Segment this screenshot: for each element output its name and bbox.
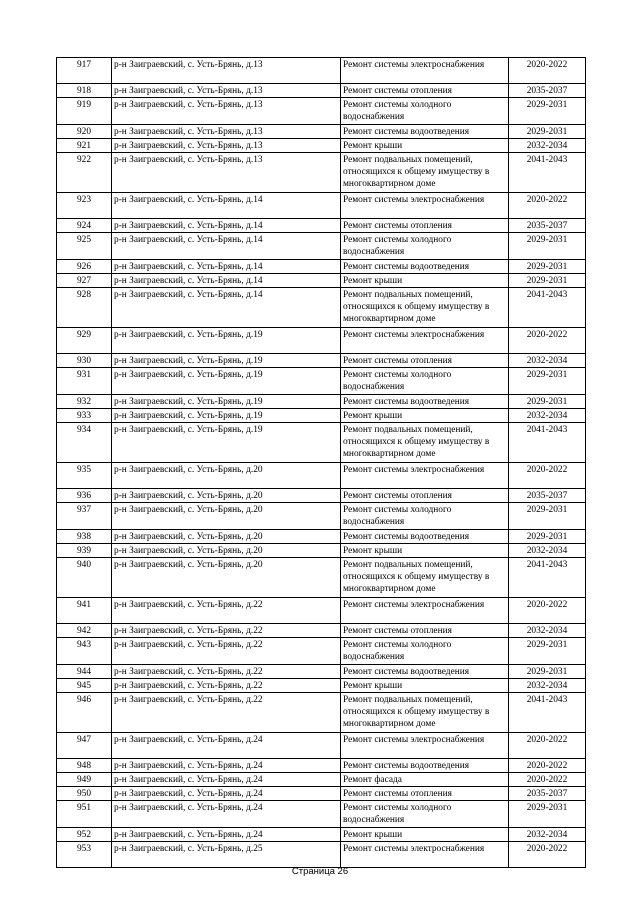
period-cell: 2032-2034 xyxy=(509,354,586,368)
table-row xyxy=(57,489,586,503)
row-number-cell: 947 xyxy=(57,733,112,759)
row-number-cell: 949 xyxy=(57,773,112,787)
row-number-cell: 939 xyxy=(57,544,112,558)
row-number-cell: 932 xyxy=(57,395,112,409)
table-row xyxy=(57,139,586,153)
work-type-cell: Ремонт системы электроснабжения xyxy=(341,193,509,219)
row-number-cell: 926 xyxy=(57,260,112,274)
period-cell: 2032-2034 xyxy=(509,679,586,693)
row-number-cell: 941 xyxy=(57,598,112,624)
table-row xyxy=(57,773,586,787)
page-number: Страница 26 xyxy=(291,866,349,877)
row-number-cell: 922 xyxy=(57,153,112,193)
work-type-cell: Ремонт подвальных помещений, относящихся к общему имуществу в многоквартирном доме xyxy=(341,153,509,193)
row-number-cell: 934 xyxy=(57,423,112,463)
row-number-cell: 946 xyxy=(57,693,112,733)
address-cell: р-н Заиграевский, с. Усть-Брянь, д.19 xyxy=(112,368,341,395)
period-cell: 2032-2034 xyxy=(509,828,586,842)
table-row xyxy=(57,328,586,354)
work-type-cell: Ремонт крыши xyxy=(341,544,509,558)
table-row xyxy=(57,544,586,558)
table-row xyxy=(57,598,586,624)
table-row xyxy=(57,288,586,328)
table-row xyxy=(57,260,586,274)
work-type-cell: Ремонт крыши xyxy=(341,139,509,153)
address-cell: р-н Заиграевский, с. Усть-Брянь, д.19 xyxy=(112,409,341,423)
table-row xyxy=(57,219,586,233)
period-cell: 2035-2037 xyxy=(509,84,586,98)
period-cell: 2029-2031 xyxy=(509,801,586,828)
address-cell: р-н Заиграевский, с. Усть-Брянь, д.22 xyxy=(112,679,341,693)
period-cell: 2020-2022 xyxy=(509,773,586,787)
period-cell: 2029-2031 xyxy=(509,530,586,544)
work-type-cell: Ремонт системы электроснабжения xyxy=(341,328,509,354)
address-cell: р-н Заиграевский, с. Усть-Брянь, д.24 xyxy=(112,773,341,787)
period-cell: 2032-2034 xyxy=(509,624,586,638)
work-type-cell: Ремонт системы водоотведения xyxy=(341,759,509,773)
period-cell: 2035-2037 xyxy=(509,787,586,801)
row-number-cell: 952 xyxy=(57,828,112,842)
table-row xyxy=(57,193,586,219)
address-cell: р-н Заиграевский, с. Усть-Брянь, д.14 xyxy=(112,193,341,219)
table-row xyxy=(57,423,586,463)
work-type-cell: Ремонт системы отопления xyxy=(341,84,509,98)
address-cell: р-н Заиграевский, с. Усть-Брянь, д.22 xyxy=(112,665,341,679)
row-number-cell: 924 xyxy=(57,219,112,233)
row-number-cell: 925 xyxy=(57,233,112,260)
address-cell: р-н Заиграевский, с. Усть-Брянь, д.22 xyxy=(112,598,341,624)
period-cell: 2041-2043 xyxy=(509,693,586,733)
period-cell: 2041-2043 xyxy=(509,423,586,463)
address-cell: р-н Заиграевский, с. Усть-Брянь, д.19 xyxy=(112,328,341,354)
address-cell: р-н Заиграевский, с. Усть-Брянь, д.24 xyxy=(112,787,341,801)
work-type-cell: Ремонт системы водоотведения xyxy=(341,125,509,139)
work-type-cell: Ремонт системы водоотведения xyxy=(341,260,509,274)
period-cell: 2029-2031 xyxy=(509,665,586,679)
work-type-cell: Ремонт системы холодного водоснабжения xyxy=(341,801,509,828)
period-cell: 2029-2031 xyxy=(509,368,586,395)
work-type-cell: Ремонт крыши xyxy=(341,828,509,842)
table-row xyxy=(57,787,586,801)
table-row xyxy=(57,624,586,638)
row-number-cell: 948 xyxy=(57,759,112,773)
table-row xyxy=(57,693,586,733)
address-cell: р-н Заиграевский, с. Усть-Брянь, д.14 xyxy=(112,233,341,260)
table-row xyxy=(57,98,586,125)
period-cell: 2029-2031 xyxy=(509,638,586,665)
work-type-cell: Ремонт системы водоотведения xyxy=(341,665,509,679)
work-type-cell: Ремонт системы холодного водоснабжения xyxy=(341,638,509,665)
work-type-cell: Ремонт системы электроснабжения xyxy=(341,58,509,84)
table-row xyxy=(57,368,586,395)
period-cell: 2029-2031 xyxy=(509,125,586,139)
address-cell: р-н Заиграевский, с. Усть-Брянь, д.24 xyxy=(112,801,341,828)
table-row xyxy=(57,503,586,530)
period-cell: 2041-2043 xyxy=(509,558,586,598)
table-row xyxy=(57,530,586,544)
period-cell: 2041-2043 xyxy=(509,153,586,193)
work-type-cell: Ремонт системы отопления xyxy=(341,787,509,801)
row-number-cell: 921 xyxy=(57,139,112,153)
period-cell: 2020-2022 xyxy=(509,193,586,219)
row-number-cell: 923 xyxy=(57,193,112,219)
address-cell: р-н Заиграевский, с. Усть-Брянь, д.13 xyxy=(112,125,341,139)
address-cell: р-н Заиграевский, с. Усть-Брянь, д.22 xyxy=(112,693,341,733)
work-type-cell: Ремонт фасада xyxy=(341,773,509,787)
work-type-cell: Ремонт системы водоотведения xyxy=(341,530,509,544)
table-row xyxy=(57,274,586,288)
table-row xyxy=(57,463,586,489)
row-number-cell: 918 xyxy=(57,84,112,98)
work-type-cell: Ремонт крыши xyxy=(341,679,509,693)
table-row xyxy=(57,395,586,409)
address-cell: р-н Заиграевский, с. Усть-Брянь, д.14 xyxy=(112,260,341,274)
period-cell: 2029-2031 xyxy=(509,98,586,125)
table-row xyxy=(57,409,586,423)
address-cell: р-н Заиграевский, с. Усть-Брянь, д.22 xyxy=(112,624,341,638)
table-row xyxy=(57,558,586,598)
period-cell: 2029-2031 xyxy=(509,233,586,260)
period-cell: 2029-2031 xyxy=(509,260,586,274)
row-number-cell: 931 xyxy=(57,368,112,395)
address-cell: р-н Заиграевский, с. Усть-Брянь, д.19 xyxy=(112,395,341,409)
row-number-cell: 933 xyxy=(57,409,112,423)
address-cell: р-н Заиграевский, с. Усть-Брянь, д.20 xyxy=(112,530,341,544)
address-cell: р-н Заиграевский, с. Усть-Брянь, д.24 xyxy=(112,733,341,759)
table-row xyxy=(57,828,586,842)
work-type-cell: Ремонт системы водоотведения xyxy=(341,395,509,409)
row-number-cell: 943 xyxy=(57,638,112,665)
address-cell: р-н Заиграевский, с. Усть-Брянь, д.13 xyxy=(112,139,341,153)
address-cell: р-н Заиграевский, с. Усть-Брянь, д.19 xyxy=(112,423,341,463)
address-cell: р-н Заиграевский, с. Усть-Брянь, д.13 xyxy=(112,98,341,125)
work-type-cell: Ремонт подвальных помещений, относящихся к общему имуществу в многоквартирном доме xyxy=(341,558,509,598)
table-row xyxy=(57,759,586,773)
row-number-cell: 945 xyxy=(57,679,112,693)
row-number-cell: 936 xyxy=(57,489,112,503)
table-row xyxy=(57,84,586,98)
row-number-cell: 930 xyxy=(57,354,112,368)
address-cell: р-н Заиграевский, с. Усть-Брянь, д.20 xyxy=(112,489,341,503)
table-row xyxy=(57,665,586,679)
table-row xyxy=(57,801,586,828)
address-cell: р-н Заиграевский, с. Усть-Брянь, д.20 xyxy=(112,544,341,558)
address-cell: р-н Заиграевский, с. Усть-Брянь, д.14 xyxy=(112,219,341,233)
address-cell: р-н Заиграевский, с. Усть-Брянь, д.24 xyxy=(112,828,341,842)
work-type-cell: Ремонт системы холодного водоснабжения xyxy=(341,503,509,530)
period-cell: 2032-2034 xyxy=(509,409,586,423)
address-cell: р-н Заиграевский, с. Усть-Брянь, д.13 xyxy=(112,153,341,193)
table-row xyxy=(57,153,586,193)
period-cell: 2041-2043 xyxy=(509,288,586,328)
address-cell: р-н Заиграевский, с. Усть-Брянь, д.25 xyxy=(112,842,341,868)
period-cell: 2029-2031 xyxy=(509,274,586,288)
period-cell: 2020-2022 xyxy=(509,733,586,759)
table-row xyxy=(57,233,586,260)
address-cell: р-н Заиграевский, с. Усть-Брянь, д.14 xyxy=(112,288,341,328)
table-row xyxy=(57,638,586,665)
work-type-cell: Ремонт системы отопления xyxy=(341,354,509,368)
address-cell: р-н Заиграевский, с. Усть-Брянь, д.14 xyxy=(112,274,341,288)
row-number-cell: 944 xyxy=(57,665,112,679)
row-number-cell: 937 xyxy=(57,503,112,530)
period-cell: 2032-2034 xyxy=(509,544,586,558)
work-type-cell: Ремонт подвальных помещений, относящихся к общему имуществу в многоквартирном доме xyxy=(341,423,509,463)
table-row xyxy=(57,125,586,139)
table-row xyxy=(57,354,586,368)
row-number-cell: 928 xyxy=(57,288,112,328)
period-cell: 2035-2037 xyxy=(509,489,586,503)
row-number-cell: 927 xyxy=(57,274,112,288)
period-cell: 2020-2022 xyxy=(509,842,586,868)
work-type-cell: Ремонт системы отопления xyxy=(341,489,509,503)
address-cell: р-н Заиграевский, с. Усть-Брянь, д.20 xyxy=(112,503,341,530)
work-type-cell: Ремонт системы электроснабжения xyxy=(341,842,509,868)
address-cell: р-н Заиграевский, с. Усть-Брянь, д.20 xyxy=(112,558,341,598)
period-cell: 2020-2022 xyxy=(509,598,586,624)
address-cell: р-н Заиграевский, с. Усть-Брянь, д.22 xyxy=(112,638,341,665)
work-type-cell: Ремонт системы электроснабжения xyxy=(341,463,509,489)
period-cell: 2020-2022 xyxy=(509,759,586,773)
row-number-cell: 917 xyxy=(57,58,112,84)
period-cell: 2029-2031 xyxy=(509,503,586,530)
table-row xyxy=(57,679,586,693)
address-cell: р-н Заиграевский, с. Усть-Брянь, д.19 xyxy=(112,354,341,368)
table-row xyxy=(57,58,586,84)
repair-schedule-table xyxy=(56,57,586,868)
address-cell: р-н Заиграевский, с. Усть-Брянь, д.13 xyxy=(112,84,341,98)
work-type-cell: Ремонт крыши xyxy=(341,409,509,423)
table-row xyxy=(57,733,586,759)
row-number-cell: 951 xyxy=(57,801,112,828)
work-type-cell: Ремонт крыши xyxy=(341,274,509,288)
table-body xyxy=(57,58,586,868)
address-cell: р-н Заиграевский, с. Усть-Брянь, д.20 xyxy=(112,463,341,489)
address-cell: р-н Заиграевский, с. Усть-Брянь, д.24 xyxy=(112,759,341,773)
repair-schedule-table-container xyxy=(56,57,585,868)
period-cell: 2020-2022 xyxy=(509,58,586,84)
row-number-cell: 919 xyxy=(57,98,112,125)
work-type-cell: Ремонт системы электроснабжения xyxy=(341,733,509,759)
work-type-cell: Ремонт подвальных помещений, относящихся к общему имуществу в многоквартирном доме xyxy=(341,693,509,733)
work-type-cell: Ремонт системы электроснабжения xyxy=(341,598,509,624)
work-type-cell: Ремонт системы отопления xyxy=(341,219,509,233)
period-cell: 2029-2031 xyxy=(509,395,586,409)
row-number-cell: 920 xyxy=(57,125,112,139)
table-row xyxy=(57,842,586,868)
work-type-cell: Ремонт подвальных помещений, относящихся к общему имуществу в многоквартирном доме xyxy=(341,288,509,328)
work-type-cell: Ремонт системы холодного водоснабжения xyxy=(341,233,509,260)
row-number-cell: 940 xyxy=(57,558,112,598)
period-cell: 2032-2034 xyxy=(509,139,586,153)
row-number-cell: 950 xyxy=(57,787,112,801)
row-number-cell: 942 xyxy=(57,624,112,638)
row-number-cell: 935 xyxy=(57,463,112,489)
period-cell: 2020-2022 xyxy=(509,463,586,489)
work-type-cell: Ремонт системы отопления xyxy=(341,624,509,638)
address-cell: р-н Заиграевский, с. Усть-Брянь, д.13 xyxy=(112,58,341,84)
row-number-cell: 938 xyxy=(57,530,112,544)
period-cell: 2020-2022 xyxy=(509,328,586,354)
work-type-cell: Ремонт системы холодного водоснабжения xyxy=(341,98,509,125)
row-number-cell: 929 xyxy=(57,328,112,354)
period-cell: 2035-2037 xyxy=(509,219,586,233)
row-number-cell: 953 xyxy=(57,842,112,868)
work-type-cell: Ремонт системы холодного водоснабжения xyxy=(341,368,509,395)
